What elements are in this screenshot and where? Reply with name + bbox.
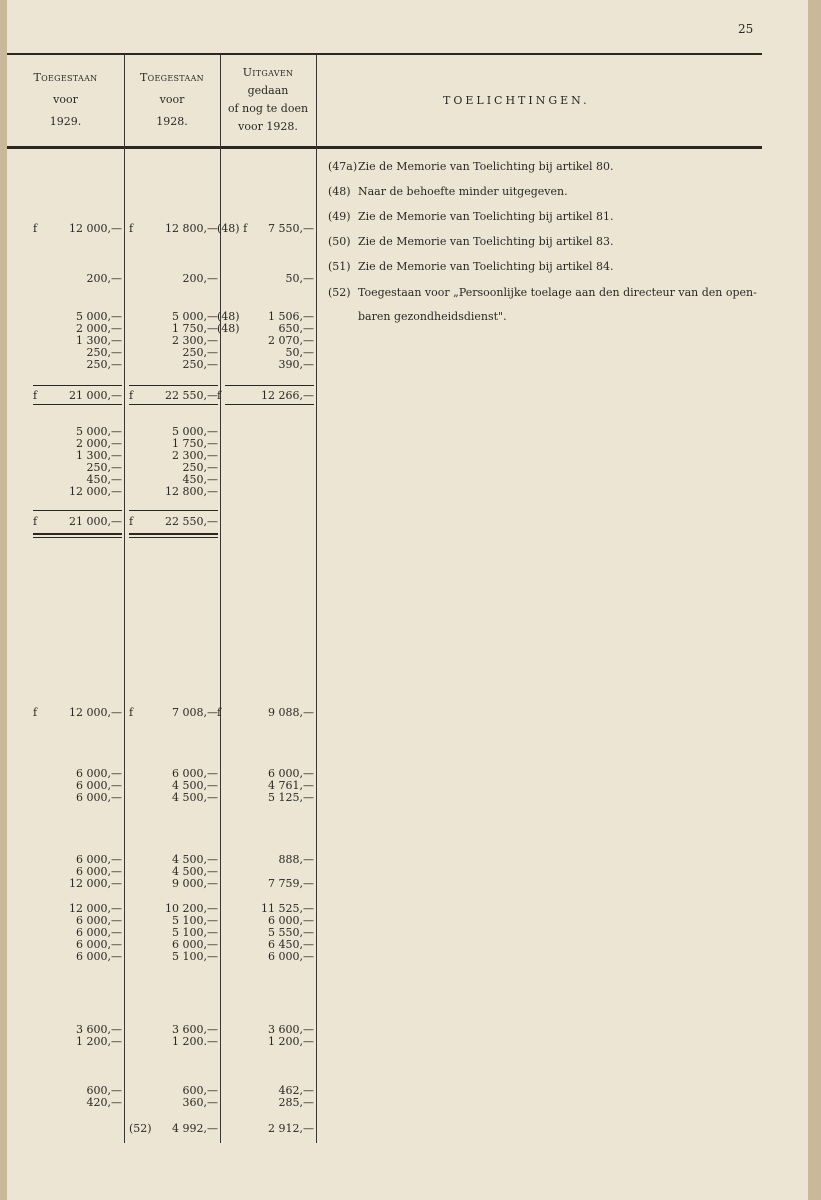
cell-amount-col2: 200,—: [182, 272, 218, 285]
cell-amount-col1: 250,—: [86, 461, 122, 474]
cell-amount-col2: 10 200,—: [165, 902, 218, 915]
subtotal-rule: [33, 385, 122, 386]
cell-prefix: (52): [129, 1122, 152, 1135]
cell-amount-col1: 250,—: [86, 346, 122, 359]
header-label: gedaan: [247, 84, 289, 97]
cell-amount-col1: 6 000,—: [76, 767, 122, 780]
double-total-rule: [33, 537, 122, 538]
cell-amount-col3: 6 000,—: [268, 914, 314, 927]
subtotal-rule: [129, 510, 218, 511]
note-item: [328, 185, 568, 198]
cell-prefix: (48) f: [217, 222, 248, 235]
header-toelichtingen: TOELICHTINGEN.: [443, 94, 590, 107]
header-label: of nog te doen: [227, 102, 309, 115]
note-item: [328, 210, 614, 223]
cell-amount-col2: 1 750,—: [172, 437, 218, 450]
note-text: Zie de Memorie van Toelichting bij artikel 80.: [358, 160, 614, 173]
cell-amount-col1: 1 200,—: [76, 1035, 122, 1048]
cell-amount-col3: 462,—: [278, 1084, 314, 1097]
cell-amount-col3: 12 266,—: [261, 389, 314, 402]
note-item: [328, 260, 614, 273]
cell-amount-col3: 888,—: [278, 853, 314, 866]
cell-amount-col3: 50,—: [285, 346, 314, 359]
cell-amount-col2: 5 100,—: [172, 926, 218, 939]
note-item: [328, 310, 507, 323]
cell-prefix: f: [217, 389, 222, 402]
cell-amount-col2: 5 000,—: [172, 425, 218, 438]
subtotal-rule: [225, 385, 314, 386]
double-total-rule: [33, 533, 122, 535]
cell-amount-col1: 250,—: [86, 358, 122, 371]
cell-amount-col3: 2 070,—: [268, 334, 314, 347]
note-text: Zie de Memorie van Toelichting bij artikel 83.: [358, 235, 614, 248]
note-item: [328, 160, 614, 173]
cell-amount-col1: 6 000,—: [76, 865, 122, 878]
total-rule: [129, 404, 218, 405]
cell-amount-col2: 4 500,—: [172, 791, 218, 804]
cell-prefix: f: [33, 515, 38, 528]
cell-prefix: f: [33, 706, 38, 719]
header-label: 1929.: [49, 115, 82, 128]
cell-amount-col3: 6 450,—: [268, 938, 314, 951]
cell-amount-col3: 1 200,—: [268, 1035, 314, 1048]
cell-prefix: f: [33, 389, 38, 402]
cell-prefix: (48): [217, 310, 240, 323]
cell-amount-col1: 3 600,—: [76, 1023, 122, 1036]
cell-amount-col1: 12 000,—: [69, 902, 122, 915]
cell-amount-col1: 6 000,—: [76, 926, 122, 939]
cell-amount-col2: 1 200.—: [172, 1035, 218, 1048]
document-page: [7, 0, 808, 1200]
cell-amount-col2: 9 000,—: [172, 877, 218, 890]
note-number: (50): [328, 235, 351, 248]
note-text: baren gezondheidsdienst".: [358, 310, 507, 323]
cell-amount-col2: 4 500,—: [172, 779, 218, 792]
header-label: voor: [159, 93, 185, 106]
cell-amount-col3: 5 125,—: [268, 791, 314, 804]
cell-amount-col2: 22 550,—: [165, 515, 218, 528]
cell-amount-col2: 12 800,—: [165, 485, 218, 498]
header-label: voor 1928.: [238, 120, 298, 133]
note-text: Zie de Memorie van Toelichting bij artikel 84.: [358, 260, 614, 273]
cell-amount-col1: 450,—: [86, 473, 122, 486]
cell-amount-col1: 21 000,—: [69, 515, 122, 528]
cell-amount-col2: 4 992,—: [172, 1122, 218, 1135]
cell-prefix: f: [129, 706, 134, 719]
cell-amount-col1: 1 300,—: [76, 334, 122, 347]
cell-amount-col2: 12 800,—: [165, 222, 218, 235]
cell-amount-col1: 5 000,—: [76, 310, 122, 323]
note-item: [328, 286, 757, 299]
cell-amount-col3: 50,—: [285, 272, 314, 285]
cell-amount-col2: 250,—: [182, 358, 218, 371]
cell-amount-col3: 9 088,—: [268, 706, 314, 719]
cell-prefix: f: [129, 222, 134, 235]
header-col-uitgaven: [220, 64, 316, 136]
cell-amount-col2: 5 100,—: [172, 950, 218, 963]
cell-amount-col1: 12 000,—: [69, 877, 122, 890]
header-bottom-rule: [7, 146, 762, 149]
cell-amount-col2: 250,—: [182, 461, 218, 474]
note-text: Naar de behoefte minder uitgegeven.: [358, 185, 568, 198]
note-number: (48): [328, 185, 351, 198]
header-label: Toegestaan: [33, 71, 98, 84]
header-col-1929: [7, 68, 124, 132]
header-col-1928: [124, 68, 220, 132]
cell-amount-col1: 200,—: [86, 272, 122, 285]
cell-prefix: (48): [217, 322, 240, 335]
header-label: 1928.: [156, 115, 188, 128]
cell-amount-col1: 6 000,—: [76, 938, 122, 951]
header-label: voor: [53, 93, 78, 106]
cell-amount-col1: 2 000,—: [76, 322, 122, 335]
cell-amount-col1: 21 000,—: [69, 389, 122, 402]
cell-amount-col3: 7 759,—: [268, 877, 314, 890]
note-number: (51): [328, 260, 351, 273]
cell-amount-col3: 4 761,—: [268, 779, 314, 792]
cell-amount-col1: 6 000,—: [76, 950, 122, 963]
cell-amount-col1: 420,—: [86, 1096, 122, 1109]
cell-amount-col3: 7 550,—: [268, 222, 314, 235]
cell-amount-col2: 6 000,—: [172, 938, 218, 951]
cell-amount-col2: 22 550,—: [165, 389, 218, 402]
cell-prefix: f: [129, 515, 134, 528]
total-rule: [225, 404, 314, 405]
cell-amount-col2: 4 500,—: [172, 853, 218, 866]
cell-prefix: f: [129, 389, 134, 402]
note-number: (47a): [328, 160, 358, 173]
cell-amount-col3: 6 000,—: [268, 767, 314, 780]
cell-amount-col2: 600,—: [182, 1084, 218, 1097]
note-text: Toegestaan voor „Persoonlijke toelage aan den directeur van den open-: [358, 286, 757, 299]
page-number: 25: [738, 22, 754, 36]
cell-amount-col3: 3 600,—: [268, 1023, 314, 1036]
cell-amount-col2: 450,—: [182, 473, 218, 486]
cell-amount-col1: 1 300,—: [76, 449, 122, 462]
cell-amount-col1: 6 000,—: [76, 779, 122, 792]
note-text: Zie de Memorie van Toelichting bij artikel 81.: [358, 210, 614, 223]
column-divider: [316, 55, 317, 1143]
cell-amount-col2: 1 750,—: [172, 322, 218, 335]
column-divider: [220, 55, 221, 1143]
cell-prefix: f: [217, 706, 222, 719]
cell-amount-col3: 1 506,—: [268, 310, 314, 323]
cell-amount-col3: 285,—: [278, 1096, 314, 1109]
note-number: (49): [328, 210, 351, 223]
cell-amount-col1: 6 000,—: [76, 853, 122, 866]
cell-amount-col1: 2 000,—: [76, 437, 122, 450]
subtotal-rule: [129, 385, 218, 386]
cell-prefix: f: [33, 222, 38, 235]
cell-amount-col2: 2 300,—: [172, 449, 218, 462]
cell-amount-col2: 5 100,—: [172, 914, 218, 927]
cell-amount-col1: 12 000,—: [69, 706, 122, 719]
cell-amount-col3: 390,—: [278, 358, 314, 371]
cell-amount-col2: 6 000,—: [172, 767, 218, 780]
cell-amount-col3: 11 525,—: [261, 902, 314, 915]
total-rule: [33, 404, 122, 405]
cell-amount-col2: 250,—: [182, 346, 218, 359]
cell-amount-col3: 5 550,—: [268, 926, 314, 939]
note-number: (52): [328, 286, 351, 299]
double-total-rule: [129, 537, 218, 538]
cell-amount-col3: 2 912,—: [268, 1122, 314, 1135]
cell-amount-col1: 600,—: [86, 1084, 122, 1097]
cell-amount-col2: 360,—: [182, 1096, 218, 1109]
cell-amount-col3: 6 000,—: [268, 950, 314, 963]
cell-amount-col2: 7 008,—: [172, 706, 218, 719]
cell-amount-col1: 12 000,—: [69, 485, 122, 498]
cell-amount-col2: 5 000,—: [172, 310, 218, 323]
double-total-rule: [129, 533, 218, 535]
cell-amount-col1: 5 000,—: [76, 425, 122, 438]
cell-amount-col1: 12 000,—: [69, 222, 122, 235]
note-item: [328, 235, 614, 248]
cell-amount-col2: 3 600,—: [172, 1023, 218, 1036]
cell-amount-col1: 6 000,—: [76, 914, 122, 927]
header-label: Toegestaan: [140, 71, 204, 84]
cell-amount-col2: 2 300,—: [172, 334, 218, 347]
cell-amount-col3: 650,—: [278, 322, 314, 335]
header-top-rule: [7, 53, 762, 55]
cell-amount-col2: 4 500,—: [172, 865, 218, 878]
header-label: Uitgaven: [242, 66, 294, 79]
cell-amount-col1: 6 000,—: [76, 791, 122, 804]
column-divider: [124, 55, 125, 1143]
subtotal-rule: [33, 510, 122, 511]
